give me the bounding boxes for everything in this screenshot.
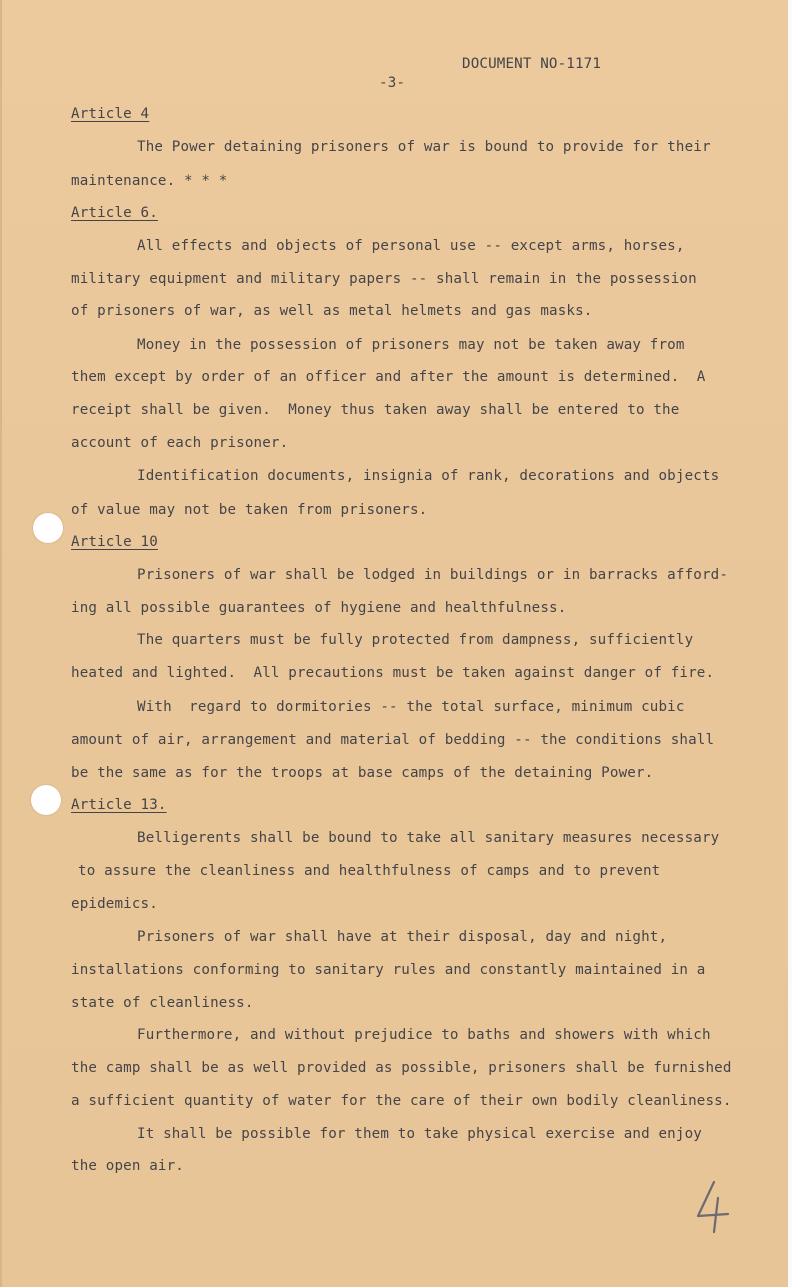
article-heading: Article 10 (71, 534, 158, 550)
text-line: All effects and objects of personal use -- except arms, horses, (137, 238, 685, 254)
text-line: military equipment and military papers -- shall remain in the possession (71, 271, 697, 287)
text-line: the open air. (71, 1158, 184, 1174)
text-line: state of cleanliness. (71, 995, 254, 1011)
page-left-edge (0, 0, 2, 1287)
text-line: It shall be possible for them to take physical exercise and enjoy (137, 1126, 702, 1142)
punch-hole (33, 513, 63, 543)
text-line: Furthermore, and without prejudice to baths and showers with which (137, 1027, 711, 1043)
text-line: heated and lighted. All precautions must be taken against danger of fire. (71, 665, 715, 681)
text-line: Prisoners of war shall be lodged in buildings or in barracks afford- (137, 567, 729, 583)
text-line: installations conforming to sanitary rules and constantly maintained in a (71, 962, 706, 978)
text-line: Belligerents shall be bound to take all sanitary measures necessary (137, 830, 720, 846)
text-line: the camp shall be as well provided as possible, prisoners shall be furnished (71, 1060, 732, 1076)
article-heading: Article 4 (71, 106, 150, 122)
article-heading: Article 13. (71, 797, 167, 813)
text-line: The Power detaining prisoners of war is bound to provide for their (137, 139, 711, 155)
page-number: -3- (379, 75, 406, 91)
text-line: With regard to dormitories -- the total surface, minimum cubic (137, 699, 685, 715)
text-line: be the same as for the troops at base camps of the detaining Power. (71, 765, 654, 781)
text-line: Money in the possession of prisoners may not be taken away from (137, 337, 685, 353)
punch-hole (31, 785, 61, 815)
text-line: them except by order of an officer and after the amount is determined. A (71, 369, 706, 385)
text-line: account of each prisoner. (71, 435, 289, 451)
text-line: ing all possible guarantees of hygiene and healthfulness. (71, 600, 567, 616)
text-line: epidemics. (71, 896, 158, 912)
handwritten-page-mark (692, 1178, 732, 1234)
document-number: DOCUMENT NO-1171 (462, 56, 602, 72)
text-line: Prisoners of war shall have at their disposal, day and night, (137, 929, 668, 945)
text-line: a sufficient quantity of water for the care of their own bodily cleanliness. (71, 1093, 732, 1109)
page-right-edge (788, 0, 792, 1287)
text-line: to assure the cleanliness and healthfulness of camps and to prevent (78, 863, 661, 879)
text-line: of prisoners of war, as well as metal helmets and gas masks. (71, 303, 593, 319)
text-line: maintenance. * * * (71, 173, 228, 189)
text-line: of value may not be taken from prisoners. (71, 502, 428, 518)
text-line: The quarters must be fully protected from dampness, sufficiently (137, 632, 694, 648)
text-line: receipt shall be given. Money thus taken away shall be entered to the (71, 402, 680, 418)
text-line: amount of air, arrangement and material of bedding -- the conditions shall (71, 732, 715, 748)
text-line: Identification documents, insignia of rank, decorations and objects (137, 468, 720, 484)
article-heading: Article 6. (71, 205, 158, 221)
